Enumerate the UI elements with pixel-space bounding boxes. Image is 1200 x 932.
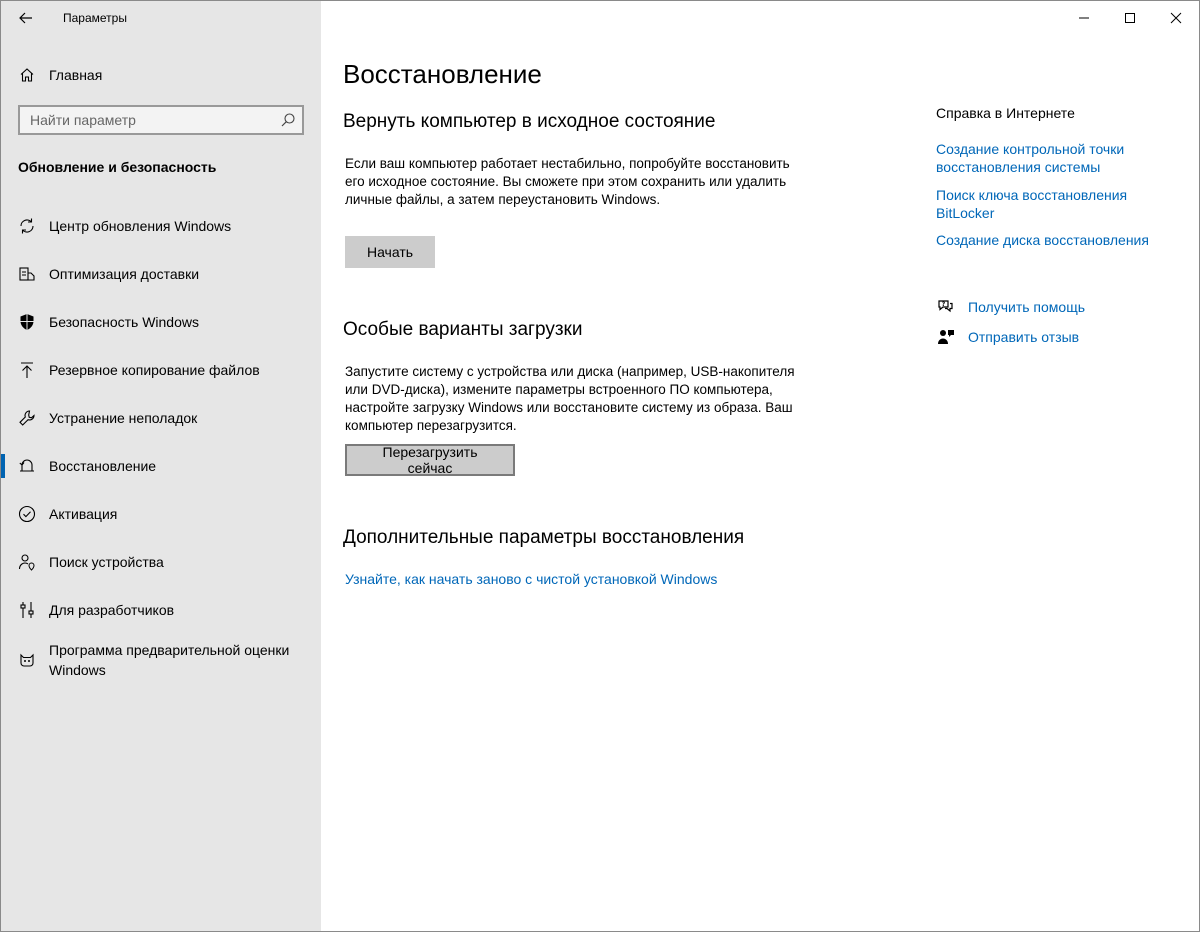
sidebar-item-home[interactable] [1, 61, 321, 89]
sidebar-item-activation[interactable] [1, 494, 321, 534]
delivery-icon [17, 264, 37, 284]
person-pin-icon [17, 552, 37, 572]
help-chat-icon [936, 297, 956, 317]
search-icon[interactable] [280, 112, 296, 128]
get-help-label: Получить помощь [968, 299, 1086, 315]
search-input[interactable] [20, 107, 270, 133]
sidebar-item-label: Поиск устройства [49, 554, 164, 570]
restore-point-link[interactable]: Создание контрольной точки восстановления системы [936, 141, 1125, 175]
back-button[interactable] [11, 7, 41, 29]
help-panel-title: Справка в Интернете [936, 105, 1075, 121]
page-title: Восстановление [343, 59, 542, 89]
sidebar-item-label: Восстановление [49, 458, 157, 474]
clean-install-link[interactable]: Узнайте, как начать заново с чистой установкой Windows [345, 571, 718, 587]
titlebar-left [1, 1, 321, 37]
reset-description: Если ваш компьютер работает нестабильно, попробуйте восстановить его исходное состояние. Вы сможете при этом сохранить или удалить личные файлы, а затем переустановить Windows. [345, 156, 790, 207]
back-arrow-icon [19, 12, 33, 24]
svg-text:?: ? [941, 300, 946, 308]
section-heading: Обновление и безопасность [18, 159, 217, 175]
recovery-icon [17, 456, 37, 476]
bitlocker-key-link[interactable]: Поиск ключа восстановления BitLocker [936, 187, 1128, 221]
sidebar-item-label: Центр обновления Windows [49, 218, 232, 234]
wrench-icon [17, 408, 37, 428]
advanced-startup-heading: Особые варианты загрузки [343, 319, 583, 340]
search-box[interactable] [18, 105, 304, 135]
send-feedback-label: Отправить отзыв [968, 329, 1080, 345]
sidebar-item-troubleshoot[interactable] [1, 398, 321, 438]
sidebar-item-windows-update[interactable] [1, 206, 321, 246]
sidebar-item-delivery-optimization[interactable] [1, 254, 321, 294]
check-circle-icon [17, 504, 37, 524]
main-content [321, 1, 1199, 931]
sidebar-item-find-device[interactable] [1, 542, 321, 582]
advanced-startup-description: Запустите систему с устройства или диска (например, USB-накопителя или DVD-диска), измените параметры встроенного ПО компьютера, настройте загрузку Windows или восстановите систему из образа. Ваш компьютер перезагрузится. [345, 364, 795, 433]
sidebar-item-label: Устранение неполадок [49, 410, 198, 426]
sidebar-item-backup[interactable] [1, 350, 321, 390]
get-help-action[interactable] [936, 296, 1085, 318]
sidebar [1, 1, 321, 931]
recovery-drive-link[interactable]: Создание диска восстановления [936, 232, 1149, 248]
sidebar-item-label: Главная [49, 67, 103, 83]
sidebar-item-label: Безопасность Windows [49, 314, 199, 330]
more-recovery-heading: Дополнительные параметры восстановления [343, 527, 745, 548]
shield-icon [17, 312, 37, 332]
restart-now-button[interactable]: Перезагрузить сейчас [345, 444, 515, 476]
dev-sliders-icon [17, 600, 37, 620]
sidebar-item-insider[interactable] [1, 638, 321, 682]
sidebar-item-recovery[interactable] [1, 446, 321, 486]
sidebar-item-label: Программа предварительной оценки Windows [49, 642, 290, 678]
reset-start-button[interactable]: Начать [345, 236, 435, 268]
feedback-icon [936, 327, 956, 347]
insider-cat-icon [17, 650, 37, 670]
sync-icon [17, 216, 37, 236]
sidebar-item-label: Активация [49, 506, 118, 522]
sidebar-item-windows-security[interactable] [1, 302, 321, 342]
sidebar-item-label: Оптимизация доставки [49, 266, 200, 282]
sidebar-item-label: Резервное копирование файлов [49, 362, 260, 378]
reset-heading: Вернуть компьютер в исходное состояние [343, 111, 716, 132]
sidebar-item-developers[interactable] [1, 590, 321, 630]
send-feedback-action[interactable] [936, 326, 1079, 348]
app-title: Параметры [63, 11, 127, 25]
sidebar-item-label: Для разработчиков [49, 602, 175, 618]
home-icon [17, 65, 37, 85]
backup-arrow-icon [17, 360, 37, 380]
